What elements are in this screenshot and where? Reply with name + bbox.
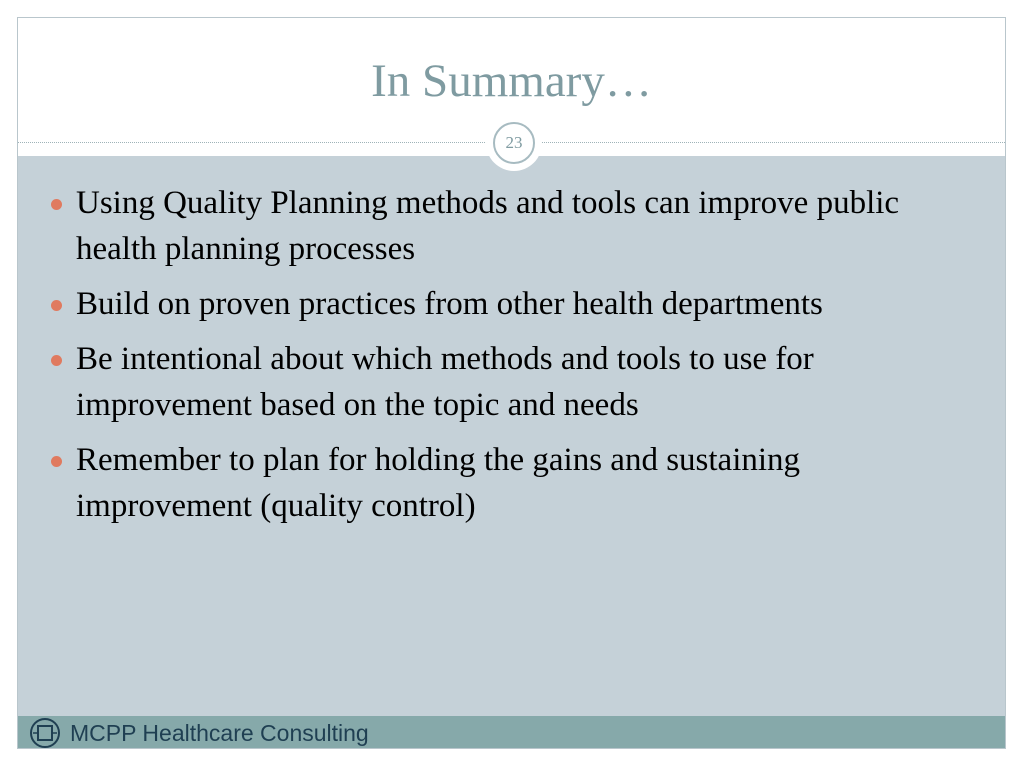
page-number: 23: [493, 122, 535, 164]
footer-company-name: MCPP Healthcare Consulting: [70, 720, 369, 746]
slide-title: In Summary…: [371, 55, 652, 107]
footer-bar: [18, 716, 1005, 749]
bullet-icon: [51, 199, 62, 210]
page-number-badge: [486, 115, 542, 171]
bullet-icon: [51, 456, 62, 467]
bullet-text: Build on proven practices from other health departments: [76, 286, 823, 322]
bullet-text: Using Quality Planning methods and tools can improve public health planning processes: [76, 185, 900, 267]
list-item: [51, 336, 976, 428]
mcpp-logo-icon: [28, 716, 62, 749]
list-item: [51, 180, 976, 272]
list-item: [51, 281, 976, 327]
bullet-text: Be intentional about which methods and tools to use for improvement based on the topic and needs: [76, 341, 814, 423]
slide-frame: [17, 17, 1006, 749]
list-item: [51, 437, 976, 529]
bullet-icon: [51, 355, 62, 366]
bullet-text: Remember to plan for holding the gains and sustaining improvement (quality control): [76, 442, 801, 524]
bullet-list: [51, 180, 976, 538]
bullet-icon: [51, 300, 62, 311]
